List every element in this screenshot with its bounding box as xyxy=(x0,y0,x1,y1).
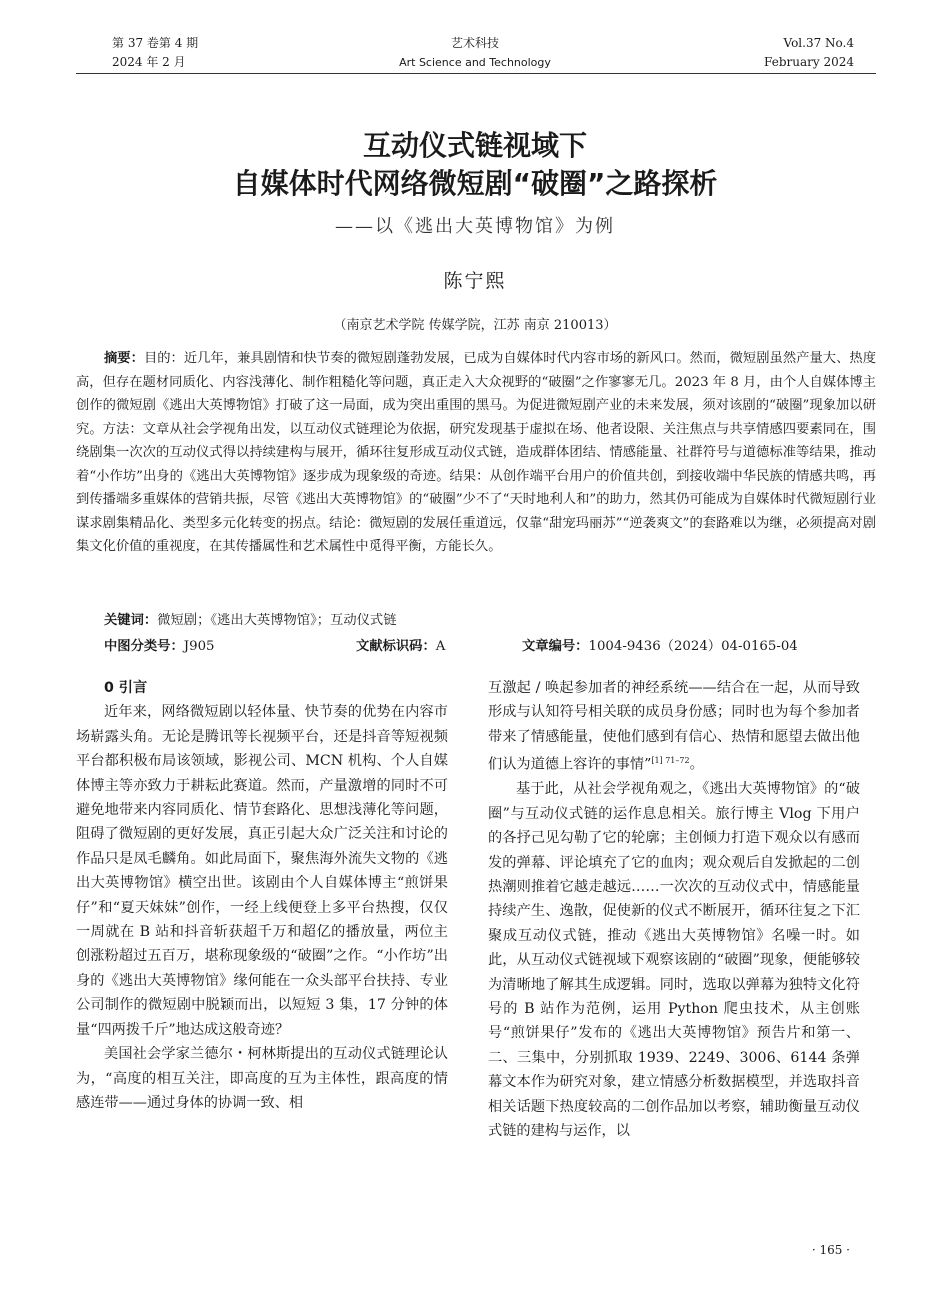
keywords-text: 微短剧；《逃出大英博物馆》；互动仪式链 xyxy=(157,613,397,628)
citation: [1] 71–72 xyxy=(651,756,690,766)
keywords xyxy=(104,609,397,628)
body-paragraph: 美国社会学家兰德尔・柯林斯提出的互动仪式链理论认为，“高度的相互关注，即高度的互为主体性，跟高度的情感连带——通过身体的协调一致、相 xyxy=(76,1046,448,1111)
publish-date: 2024 年 2 月 xyxy=(112,55,186,69)
journal-name-cn: 艺术科技 xyxy=(450,36,499,50)
journal-name-en: Art Science and Technology xyxy=(399,56,551,69)
header-rule xyxy=(76,73,876,74)
paper-title-line2: 自媒体时代网络微短剧“破圈”之路探析 xyxy=(232,167,718,200)
body-column-left xyxy=(76,676,448,1115)
section-heading: 0 引言 xyxy=(104,680,148,696)
paper-title-line1: 互动仪式链视域下 xyxy=(362,129,587,162)
body-paragraph: 基于此，从社会学视角观之，《逃出大英博物馆》的“破圈”与互动仪式链的运作息息相关。旅行博主 Vlog 下用户的各抒己见勾勒了它的轮廓；主创倾力打造下观众以有感而发的弹幕、评论填充了它的血肉；观众观后自发掀起的二创热潮则推着它越走越远……一次次的互动仪式中，情感能量持续产生、逸散，促使新的仪式不断展开，循环往复之下汇聚成互动仪式链，推动《逃出大英博物馆》名噪一时。如此，从互动仪式链视域下观察该剧的“破圈”现象，便能够较为清晰地了解其生成逻辑。同时，选取以弹幕为独特文化符号的 B 站作为范例，运用 Python 爬虫技术，从主创账号“煎饼果仔”发布的《逃出大英博物馆》预告片和第一、二、三集中，分别抓取 1939、2249、3006、6144 条弹幕文本作为研究对象，建立情感分析数据模型，并选取抖音相关话题下热度较高的二创作品加以考察，辅助衡量互动仪式链的建构与运作，以 xyxy=(488,781,860,1140)
abstract-label: 摘要： xyxy=(104,351,144,366)
article-number xyxy=(522,635,798,654)
abstract-text: 目的：近几年，兼具剧情和快节奏的微短剧蓬勃发展，已成为自媒体时代内容市场的新风口。然而，微短剧虽然产量大、热度高，但存在题材同质化、内容浅薄化、制作粗糙化等问题，真正走入大众视野的“破圈”之作寥寥无几。2023 年 8 月，由个人自媒体博主创作的微短剧《逃出大英博物馆》打破了这一局面，成为突出重围的黑马。为促进微短剧产业的未来发展，须对该剧的“破圈”现象加以研究。方法：文章从社会学视角出发，以互动仪式链理论为依据，研究发现基于虚拟在场、他者设限、关注焦点与共享情感四要素同在，围绕剧集一次次的互动仪式得以持续建构与展开，循环往复形成互动仪式链，造成群体团结、情感能量、社群符号与道德标准等结果，推动着“小作坊”出身的《逃出大英博物馆》逐步成为现象级的奇迹。结果：从创作端平台用户的价值共创，到接收端中华民族的情感共鸣，再到传播端多重媒体的营销共振，尽管《逃出大英博物馆》的“破圈”少不了“天时地利人和”的助力，然其仍可能成为自媒体时代微短剧行业谋求剧集精品化、类型多元化转变的拐点。结论：微短剧的发展任重道远，仅靠“甜宠玛丽苏”“逆袭爽文”的套路难以为继，必须提高对剧集文化价值的重视度，在其传播属性和艺术属性中觅得平衡，方能长久。 xyxy=(76,351,877,554)
body-column-right xyxy=(488,676,860,1143)
document-code xyxy=(356,635,445,654)
body-paragraph: 近年来，网络微短剧以轻体量、快节奏的优势在内容市场崭露头角。无论是腾讯等长视频平台，还是抖音等短视频平台都积极布局该领域，影视公司、MCN 机构、个人自媒体博主等亦致力于耕耘此赛道。然而，产量激增的同时不可避免地带来内容同质化、情节套路化、思想浅薄化等问题，阻碍了微短剧的更好发展，真正引起大众广泛关注和讨论的作品只是凤毛麟角。如此局面下，聚焦海外流失文物的《逃出大英博物馆》横空出世。该剧由个人自媒体博主“煎饼果仔”和“夏天妹妹”创作，一经上线便登上多平台热搜，仅仅一周就在 B 站和抖音斩获超千万和超亿的播放量，两位主创涨粉超过五百万，堪称现象级的“破圈”之作。“小作坊”出身的《逃出大英博物馆》缘何能在一众头部平台扶持、专业公司制作的微短剧中脱颖而出，以短短 3 集，17 分钟的体量“四两拨千斤”地达成这般奇迹？ xyxy=(76,704,448,1038)
clc-label: 中图分类号： xyxy=(104,639,184,654)
quote-end: 。 xyxy=(689,756,704,773)
journal-volume-info-en xyxy=(764,34,854,72)
volume-issue: 第 37 卷第 4 期 xyxy=(112,36,199,50)
paper-subtitle: ——以《逃出大英博物馆》为例 xyxy=(335,216,615,237)
doc-code-value: A xyxy=(435,639,446,654)
author-affiliation: （南京艺术学院 传媒学院，江苏 南京 210013） xyxy=(333,318,617,333)
page-number: · 165 · xyxy=(811,1243,850,1257)
publish-date-en: February 2024 xyxy=(764,55,854,69)
author-name: 陈宁熙 xyxy=(443,270,507,292)
clc-number xyxy=(104,635,215,654)
abstract xyxy=(76,347,876,559)
doc-code-label: 文献标识码： xyxy=(356,639,436,654)
article-no-value: 1004-9436（2024）04-0165-04 xyxy=(588,639,798,654)
keywords-label: 关键词： xyxy=(104,613,158,628)
article-no-label: 文章编号： xyxy=(522,639,589,654)
volume-issue-en: Vol.37 No.4 xyxy=(783,36,854,50)
quote-continuation: 互激起 / 唤起参加者的神经系统——结合在一起，从而导致形成与认知符号相关联的成员身份感；同时也为每个参加者带来了情感能量，使他们感到有信心、热情和愿望去做出他们认为道德上容许的事情” xyxy=(488,680,860,773)
body-paragraph xyxy=(488,676,860,777)
clc-value: J905 xyxy=(183,639,215,654)
